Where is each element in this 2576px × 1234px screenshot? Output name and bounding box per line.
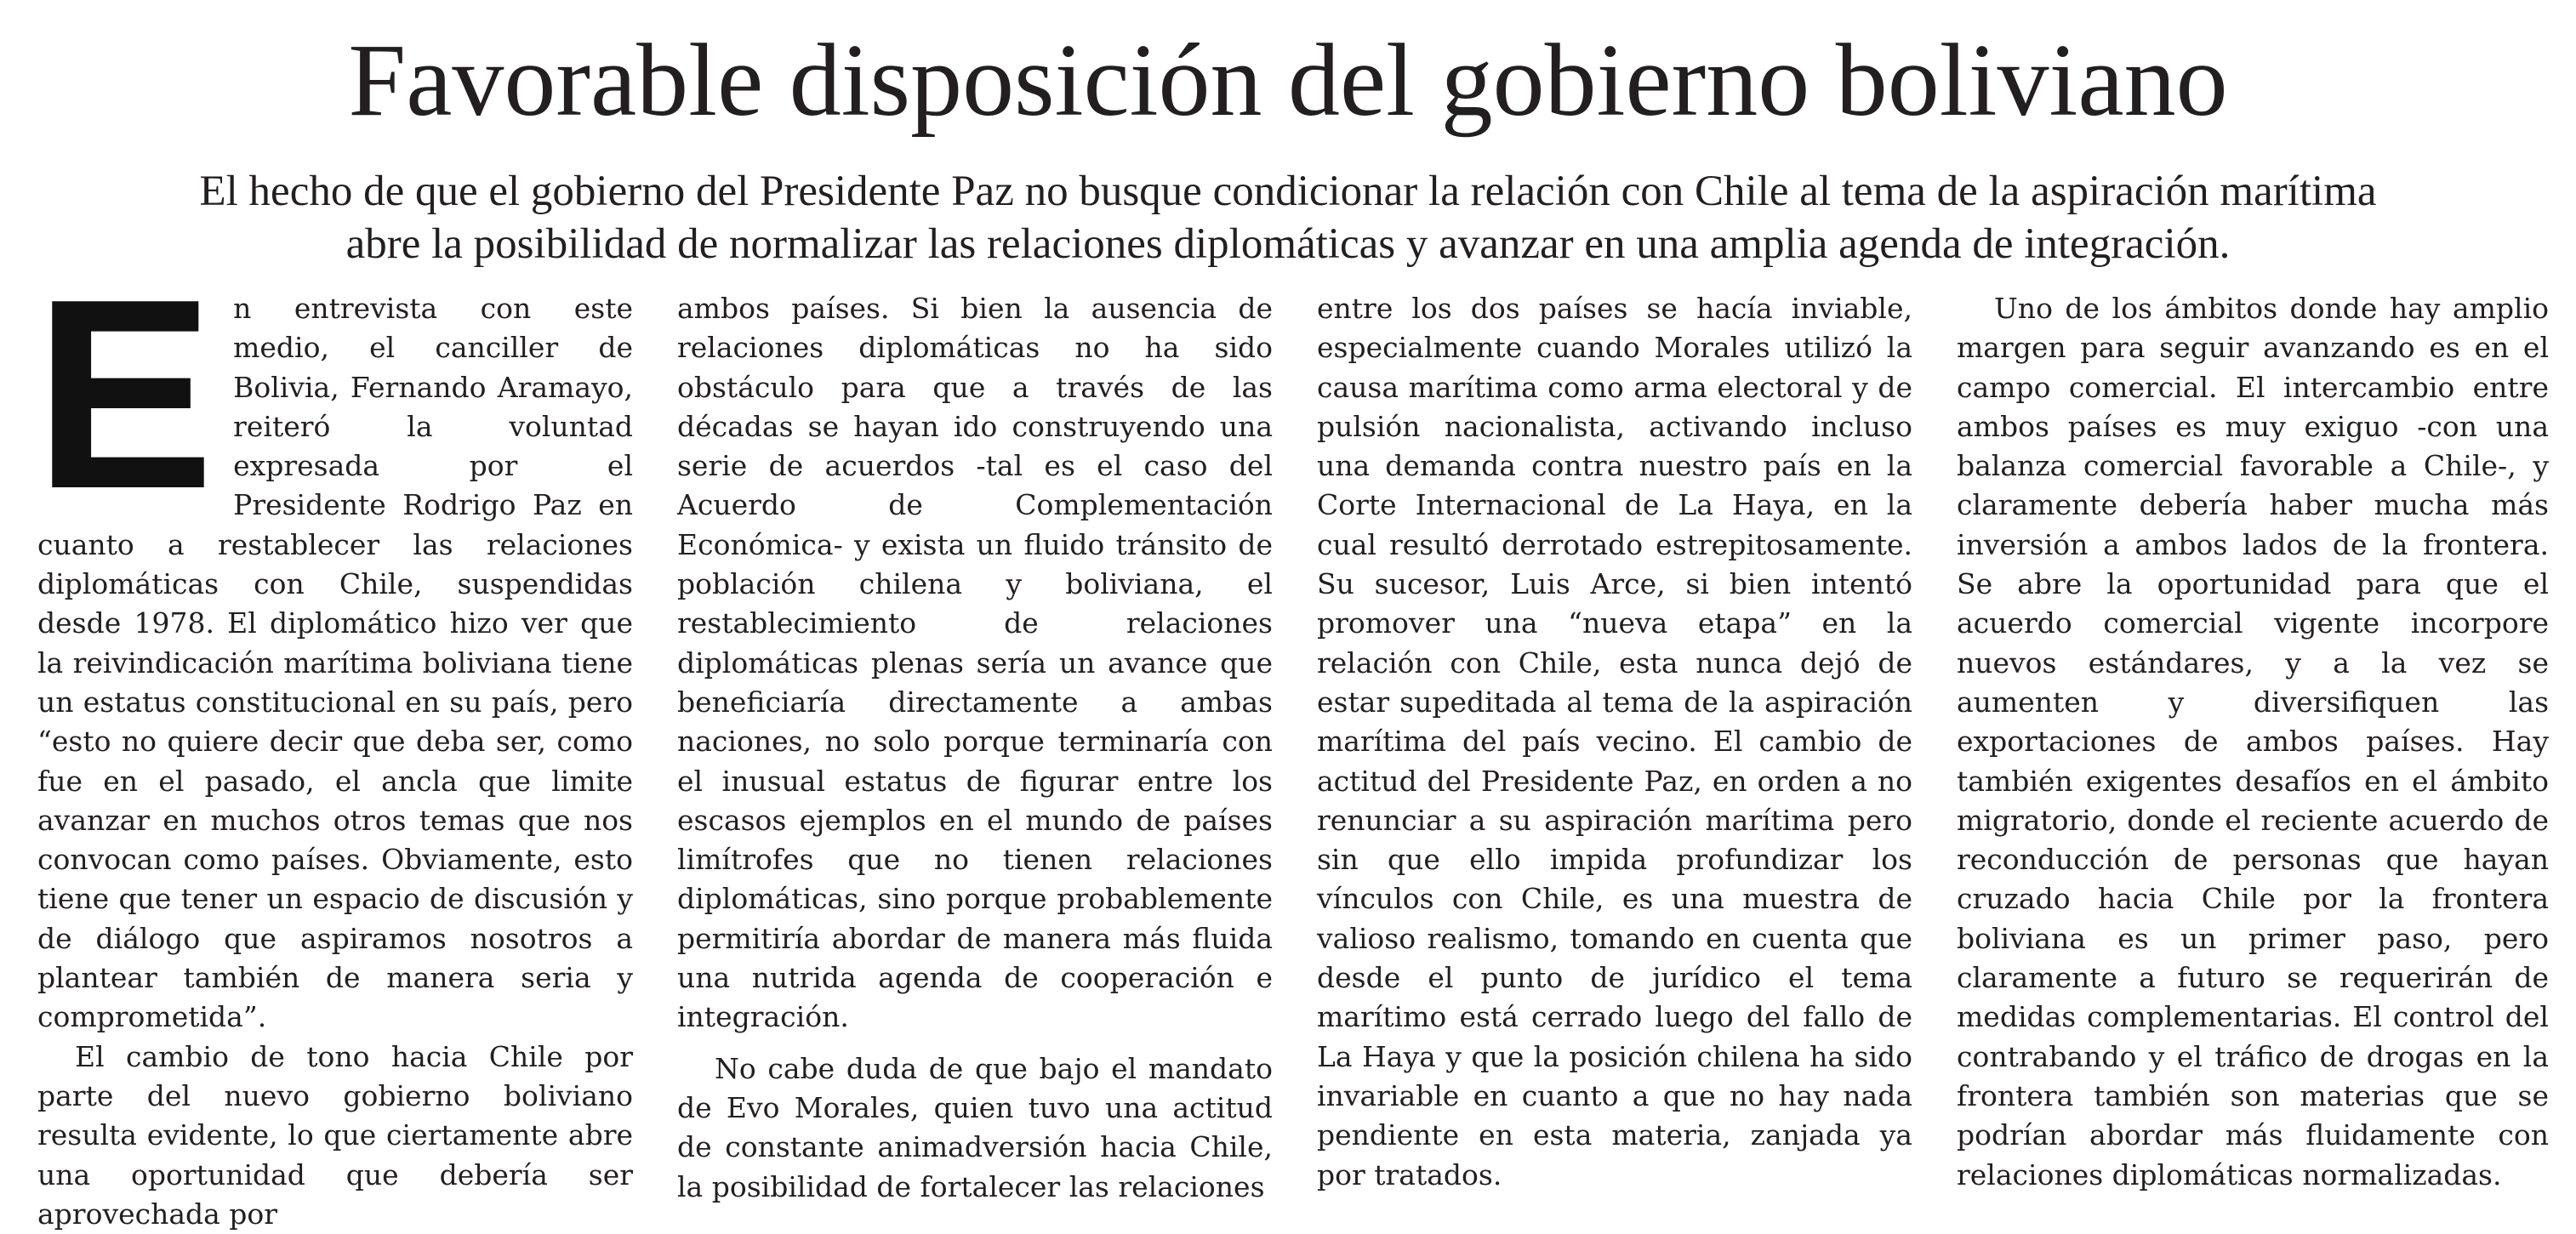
column-3 [1317,289,1912,1195]
paragraph: entre los dos países se hacía inviable, especialmente cuando Morales utilizó la causa marítima como arma electoral y de pulsión nacionalista, activando incluso una demanda contra nuestro país en la Corte Internacional de La Haya, en la cual resultó derrotado estrepitosamente. Su sucesor, Luis Arce, si bien intentó promover una “nueva etapa” en la relación con Chile, esta nunca dejó de estar supeditada al tema de la aspiración marítima del país vecino. El cambio de actitud del Presidente Paz, en orden a no renunciar a su aspiración marítima pero sin que ello impida profundizar los vínculos con Chile, es una muestra de valioso realismo, tomando en cuenta que desde el punto de jurídico el tema marítimo está cerrado luego del fallo de La Haya y que la posición chilena ha sido invariable en cuanto a que no hay nada pendiente en esta materia, zanjada ya por tratados. [1317,292,1912,1191]
paragraph: Uno de los ámbitos donde hay amplio margen para seguir avanzando es en el campo comercial. El intercambio entre ambos países es muy exiguo -con una balanza comercial favorable a Chile-, y claramente debería haber mucha más inversión a ambos lados de la frontera. Se abre la oportunidad para que el acuerdo comercial vigente incorpore nuevos estándares, y a la vez se aumenten y diversifiquen las exportaciones de ambos países. Hay también exigentes desafíos en el ámbito migratorio, donde el reciente acuerdo de reconducción de personas que hayan cruzado hacia Chile por la frontera boliviana es un primer paso, pero claramente a futuro se requerirán de medidas complementarias. El control del contrabando y el tráfico de drogas en la frontera también son materias que se podrían abordar más fluidamente con relaciones diplomáticas normalizadas. [1957,292,2549,1191]
article-headline: Favorable disposición del gobierno boliviano [348,23,2228,138]
column-2 [677,289,1273,1207]
article-deck [17,165,2559,270]
paragraph: No cabe duda de que bajo el mandato de Evo Morales, quien tuvo una actitud de constante animadversión hacia Chile, la posibilidad de fortalecer las relaciones [677,1051,1273,1203]
paragraph-intro: n entrevista con este medio, el canciller de Bolivia, Fernando Aramayo, reiteró la voluntad expresada por el Presidente Rodrigo Paz en cuanto a restablecer las relaciones diplomáticas con Chile, suspendidas desde 1978. El diplomático hizo ver que la reivindicación marítima boliviana tiene un estatus constitucional en su país, pero “esto no quiere decir que deba ser, como fue en el pasado, el ancla que limite avanzar en muchos otros temas que nos convocan como países. Obviamente, esto tiene que tener un espacio de discusión y de diálogo que aspiramos nosotros a plantear también de manera seria y comprometida”. [37,292,633,1034]
column-4 [1957,289,2549,1195]
paragraph: El cambio de tono hacia Chile por parte del nuevo gobierno boliviano resulta evidente, lo que ciertamente abre una oportunidad que debería ser aprovechada por [37,1039,633,1231]
deck-line-1: El hecho de que el gobierno del Presidente Paz no busque condicionar la relación con Chile al tema de la aspiración marítima [199,168,2377,215]
deck-line-2: abre la posibilidad de normalizar las relaciones diplomáticas y avanzar en una amplia agenda de integración. [345,220,2231,268]
drop-cap: E [34,243,215,545]
column-1 [34,243,633,1234]
paragraph: ambos países. Si bien la ausencia de relaciones diplomáticas no ha sido obstáculo para que a través de las décadas se hayan ido construyendo una serie de acuerdos -tal es el caso del Acuerdo de Complementación Económica- y exista un fluido tránsito de población chilena y boliviana, el restablecimiento de relaciones diplomáticas plenas sería un avance que beneficiaría directamente a ambas naciones, no solo porque terminaría con el inusual estatus de figurar entre los escasos ejemplos en el mundo de países limítrofes que no tienen relaciones diplomáticas, sino porque probablemente permitiría abordar de manera más fluida una nutrida agenda de cooperación e integración. [677,292,1273,1034]
